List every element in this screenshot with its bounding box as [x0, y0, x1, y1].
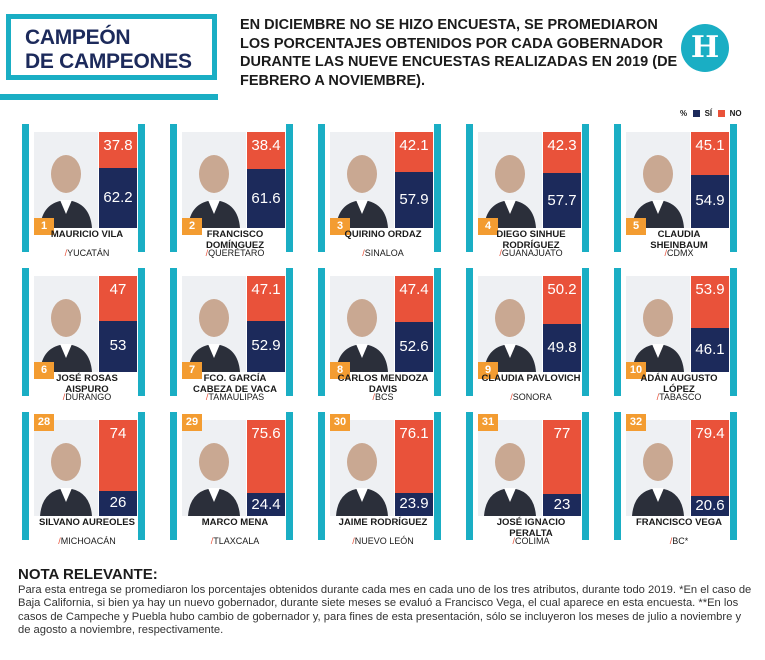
- rank-badge: 3: [330, 218, 350, 235]
- legend-yes-swatch: [693, 110, 700, 117]
- governor-state: [628, 536, 730, 546]
- slash-mark: /: [510, 392, 513, 402]
- card-left-border: [22, 124, 29, 252]
- governor-photo: [34, 132, 98, 228]
- note-title: NOTA RELEVANTE:: [18, 566, 158, 583]
- governor-photo: [478, 276, 542, 372]
- slash-mark: /: [372, 392, 375, 402]
- governor-name: MAURICIO VILA: [50, 229, 124, 240]
- no-bar: 53.9: [691, 276, 729, 328]
- rank-badge: 4: [478, 218, 498, 235]
- card-left-border: [614, 412, 621, 540]
- slash-mark: /: [352, 536, 355, 546]
- governor-card: [614, 124, 737, 258]
- slash-mark: /: [205, 248, 209, 258]
- governor-name: FRANCISCO VEGA: [635, 517, 723, 528]
- card-left-border: [466, 412, 473, 540]
- governor-photo: [478, 420, 542, 516]
- governor-name: SILVANO AUREOLES: [39, 517, 135, 528]
- governor-card: [318, 124, 441, 258]
- card-left-border: [466, 268, 473, 396]
- slash-mark: /: [362, 248, 365, 258]
- card-right-border: [286, 268, 293, 396]
- rank-badge: 29: [182, 414, 202, 431]
- card-left-border: [466, 124, 473, 252]
- card-right-border: [138, 412, 145, 540]
- card-right-border: [730, 268, 737, 396]
- legend-yes-label: SÍ: [704, 109, 713, 119]
- si-bar: 62.2: [99, 168, 137, 228]
- note-text: Para esta entrega se promediaron los porcentajes obtenidos durante cada mes en cada uno de los tres atributos, durante todo 2019. *En el caso de Baja California, si bien ya hay un nuevo gobernador, durante siete meses se evaluó a Francisco Vega, el cual aparece en esta encuesta. **En los casos de Campeche y Puebla hubo cambio de gobernador y, para fines de esta presentación, sólo se incluyeron los meses de julio a noviembre y de agosto a noviembre, respectivamente.: [18, 584, 752, 637]
- governor-state: [184, 248, 286, 258]
- governor-state: [480, 536, 582, 546]
- governor-card: [318, 268, 441, 402]
- rank-badge: 1: [34, 218, 54, 235]
- state-label: TLAXCALA: [213, 536, 260, 546]
- rank-badge: 7: [182, 362, 202, 379]
- title-line-1: CAMPEÓN: [25, 26, 131, 49]
- governor-state: [184, 536, 286, 546]
- governor-photo: [182, 276, 246, 372]
- rank-badge: 6: [34, 362, 54, 379]
- governor-name: CLAUDIA PAVLOVICH: [481, 373, 581, 384]
- rank-badge: 32: [626, 414, 646, 431]
- card-left-border: [170, 124, 177, 252]
- governor-name: MARCO MENA: [201, 517, 269, 528]
- governor-photo: [626, 276, 690, 372]
- no-bar: 37.8: [99, 132, 137, 168]
- state-label: YUCATÁN: [67, 248, 110, 258]
- legend-no-swatch: [718, 110, 725, 117]
- si-bar: 52.6: [395, 322, 433, 372]
- state-label: SINALOA: [364, 248, 404, 258]
- title-box: [6, 14, 217, 80]
- rank-badge: 8: [330, 362, 350, 379]
- si-bar: 52.9: [247, 321, 285, 372]
- state-label: CDMX: [667, 248, 694, 258]
- no-bar: 76.1: [395, 420, 433, 493]
- governor-state: [36, 392, 138, 402]
- card-right-border: [434, 124, 441, 252]
- governor-state: [332, 248, 434, 258]
- card-left-border: [614, 268, 621, 396]
- slash-mark: /: [669, 536, 673, 546]
- governor-photo: [478, 132, 542, 228]
- rank-badge: 5: [626, 218, 646, 235]
- slash-mark: /: [210, 536, 214, 546]
- governor-state: [332, 392, 434, 402]
- state-label: BC*: [672, 536, 689, 546]
- card-right-border: [286, 124, 293, 252]
- state-label: DURANGO: [65, 392, 112, 402]
- governor-state: [480, 392, 582, 402]
- governor-photo: [34, 420, 98, 516]
- governor-photo: [182, 132, 246, 228]
- state-label: QUERÉTARO: [208, 248, 265, 258]
- governor-state: [332, 536, 434, 546]
- card-left-border: [170, 268, 177, 396]
- governor-state: [628, 248, 730, 258]
- card-right-border: [138, 124, 145, 252]
- si-bar: 46.1: [691, 328, 729, 372]
- no-bar: 77: [543, 420, 581, 494]
- card-right-border: [286, 412, 293, 540]
- no-bar: 74: [99, 420, 137, 491]
- card-right-border: [730, 124, 737, 252]
- state-label: MICHOACÁN: [60, 536, 116, 546]
- card-left-border: [318, 412, 325, 540]
- title-underline: [0, 94, 218, 100]
- legend-percent: %: [680, 109, 688, 119]
- no-bar: 47: [99, 276, 137, 321]
- slash-mark: /: [62, 392, 66, 402]
- governor-card: [22, 124, 145, 258]
- governor-name: QUIRINO ORDAZ: [344, 229, 422, 240]
- governor-state: [36, 248, 138, 258]
- si-bar: 26: [99, 491, 137, 516]
- state-label: COLIMA: [515, 536, 550, 546]
- no-bar: 45.1: [691, 132, 729, 175]
- governor-state: [628, 392, 730, 402]
- legend-no-label: NO: [729, 109, 742, 119]
- slash-mark: /: [499, 248, 502, 258]
- card-left-border: [318, 268, 325, 396]
- governor-card: [22, 412, 145, 546]
- card-left-border: [614, 124, 621, 252]
- card-left-border: [170, 412, 177, 540]
- no-bar: 38.4: [247, 132, 285, 169]
- governor-name: FCO. GARCÍA CABEZA DE VACA: [193, 373, 277, 395]
- state-label: BCS: [375, 392, 394, 402]
- header-description: EN DICIEMBRE NO SE HIZO ENCUESTA, SE PROMEDIARON LOS PORCENTAJES OBTENIDOS POR CADA GOBERNADOR DURANTE LAS NUEVE ENCUESTAS REALIZADAS EN 2019 (DE FEBRERO A NOVIEMBRE).: [240, 17, 678, 89]
- card-left-border: [318, 124, 325, 252]
- card-left-border: [22, 412, 29, 540]
- si-bar: 23.9: [395, 493, 433, 516]
- si-bar: 20.6: [691, 496, 729, 516]
- governor-name: JAIME RODRÍGUEZ: [338, 517, 428, 528]
- governor-photo: [330, 420, 394, 516]
- state-label: NUEVO LEÓN: [354, 536, 414, 546]
- governor-name: CARLOS MENDOZA DAVIS: [337, 373, 429, 395]
- card-right-border: [138, 268, 145, 396]
- governor-name: ADÁN AUGUSTO LÓPEZ: [640, 373, 718, 395]
- governor-photo: [330, 132, 394, 228]
- governor-name: DIEGO SINHUE RODRÍGUEZ: [496, 229, 566, 251]
- state-label: TABASCO: [659, 392, 702, 402]
- governor-card: [466, 412, 589, 546]
- si-bar: 57.7: [543, 173, 581, 228]
- card-left-border: [22, 268, 29, 396]
- card-right-border: [582, 268, 589, 396]
- no-bar: 47.1: [247, 276, 285, 321]
- no-bar: 42.1: [395, 132, 433, 172]
- rank-badge: 31: [478, 414, 498, 431]
- si-bar: 23: [543, 494, 581, 516]
- si-bar: 54.9: [691, 175, 729, 228]
- slash-mark: /: [664, 248, 667, 258]
- si-bar: 57.9: [395, 172, 433, 228]
- governor-name: JOSÉ ROSAS AISPURO: [56, 373, 118, 395]
- slash-mark: /: [205, 392, 209, 402]
- state-label: SONORA: [512, 392, 552, 402]
- governor-card: [22, 268, 145, 402]
- governor-name: JOSÉ IGNACIO PERALTA: [496, 517, 566, 539]
- governor-name: FRANCISCO DOMÍNGUEZ: [205, 229, 265, 251]
- governor-card: [170, 412, 293, 546]
- card-right-border: [434, 412, 441, 540]
- governor-card: [614, 412, 737, 546]
- governor-photo: [182, 420, 246, 516]
- no-bar: 79.4: [691, 420, 729, 496]
- slash-mark: /: [58, 536, 61, 546]
- slash-mark: /: [656, 392, 660, 402]
- card-right-border: [730, 412, 737, 540]
- rank-badge: 28: [34, 414, 54, 431]
- card-right-border: [434, 268, 441, 396]
- no-bar: 50.2: [543, 276, 581, 324]
- governor-name: CLAUDIA SHEINBAUM: [650, 229, 708, 251]
- card-right-border: [582, 124, 589, 252]
- rank-badge: 30: [330, 414, 350, 431]
- legend: [680, 109, 742, 118]
- rank-badge: 2: [182, 218, 202, 235]
- governor-card: [170, 124, 293, 258]
- title-line-2: DE CAMPEONES: [25, 50, 192, 73]
- governor-state: [184, 392, 286, 402]
- governor-photo: [626, 132, 690, 228]
- slash-mark: /: [64, 248, 68, 258]
- rank-badge: 9: [478, 362, 498, 379]
- rank-badge: 10: [626, 362, 646, 379]
- no-bar: 42.3: [543, 132, 581, 173]
- state-label: GUANAJUATO: [501, 248, 563, 258]
- state-label: TAMAULIPAS: [208, 392, 265, 402]
- no-bar: 75.6: [247, 420, 285, 493]
- governor-photo: [330, 276, 394, 372]
- governor-card: [614, 268, 737, 402]
- governor-photo: [34, 276, 98, 372]
- si-bar: 61.6: [247, 169, 285, 228]
- governor-card: [466, 268, 589, 402]
- governor-card: [170, 268, 293, 402]
- slash-mark: /: [512, 536, 515, 546]
- governor-card: [466, 124, 589, 258]
- si-bar: 53: [99, 321, 137, 372]
- governor-card: [318, 412, 441, 546]
- governor-state: [480, 248, 582, 258]
- brand-logo: H: [681, 24, 729, 72]
- governor-state: [36, 536, 138, 546]
- card-right-border: [582, 412, 589, 540]
- si-bar: 49.8: [543, 324, 581, 372]
- governor-photo: [626, 420, 690, 516]
- si-bar: 24.4: [247, 493, 285, 516]
- no-bar: 47.4: [395, 276, 433, 322]
